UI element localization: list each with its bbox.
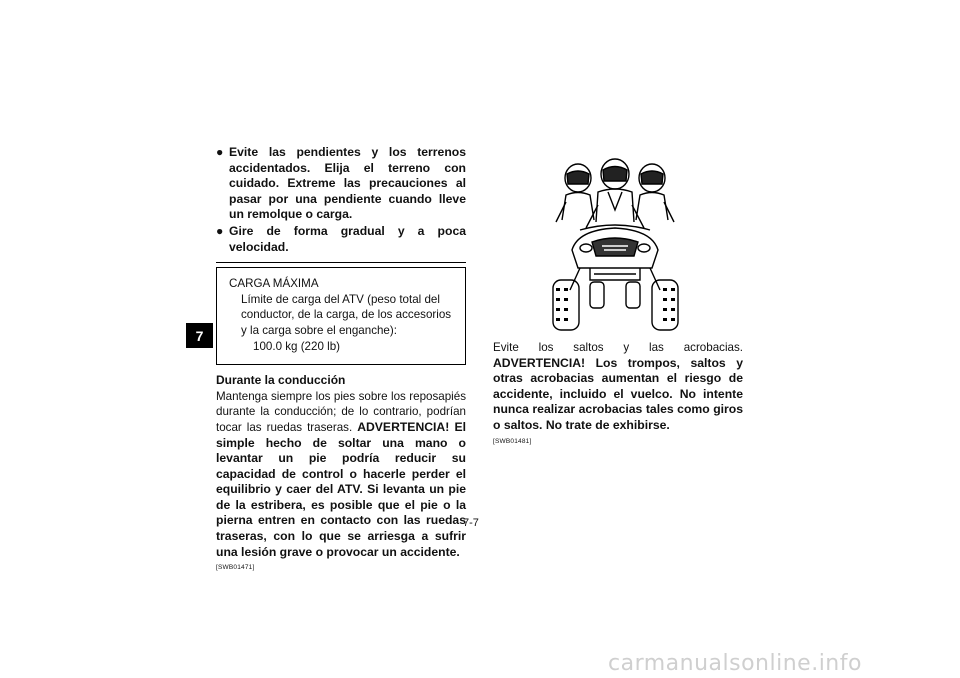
right-column xyxy=(493,340,743,445)
chapter-tab: 7 xyxy=(186,323,213,348)
max-load-box xyxy=(216,267,466,365)
riding-warning: ADVERTENCIA! El simple hecho de soltar una mano o levantar un pie podría reducir su capacidad de control o hacerle perder el equilibrio y caer del ATV. Si levanta un pie de la estribera, es posible que el pie o la pierna entren en contacto con las ruedas traseras, con lo que se arriesga a sufrir una lesión grave o provocar un accidente. xyxy=(216,419,466,559)
warning-code: [SWB01481] xyxy=(493,437,532,445)
jumps-warning: ADVERTENCIA! Los trompos, saltos y otras acrobacias aumentan el riesgo de accidente, incluido el vuelco. No intente nunca realizar acrobacias tales como giros o saltos. No trate de exhibirse. xyxy=(493,355,743,432)
page-number: 7-7 xyxy=(463,517,479,529)
divider xyxy=(216,262,466,263)
max-load-description: Límite de carga del ATV (peso total del conductor, de la carga, de los accesorios y la carga sobre el enganche): xyxy=(241,292,452,337)
jumps-text: Evite los saltos y las acrobacias. xyxy=(493,341,743,354)
bullet-item xyxy=(216,224,466,255)
bullet-icon: ● xyxy=(216,145,224,159)
left-column xyxy=(216,145,466,571)
max-load-title: CARGA MÁXIMA xyxy=(229,277,319,291)
bullet-text: Gire de forma gradual y a poca velocidad. xyxy=(229,223,466,254)
riding-paragraph xyxy=(216,389,466,561)
max-load-value: 100.0 kg (220 lb) xyxy=(253,339,341,353)
atv-riders-illustration xyxy=(528,150,703,335)
bullet-icon: ● xyxy=(216,223,224,238)
bullet-text: Evite las pendientes y los terrenos accidentados. Elija el terreno con cuidado. Extreme las precauciones al pasar por una pendiente cuando lleve un remolque o carga. xyxy=(229,145,466,222)
riding-text: Mantenga siempre los pies sobre los reposapiés durante la conducción; de lo contrario, podrían tocar las ruedas traseras. xyxy=(216,389,466,434)
section-title: Durante la conducción xyxy=(216,373,346,388)
watermark: carmanualsonline.info xyxy=(608,651,862,676)
warning-code: [SWB01471] xyxy=(216,564,255,572)
bullet-item xyxy=(216,145,466,223)
jumps-paragraph xyxy=(493,340,743,434)
